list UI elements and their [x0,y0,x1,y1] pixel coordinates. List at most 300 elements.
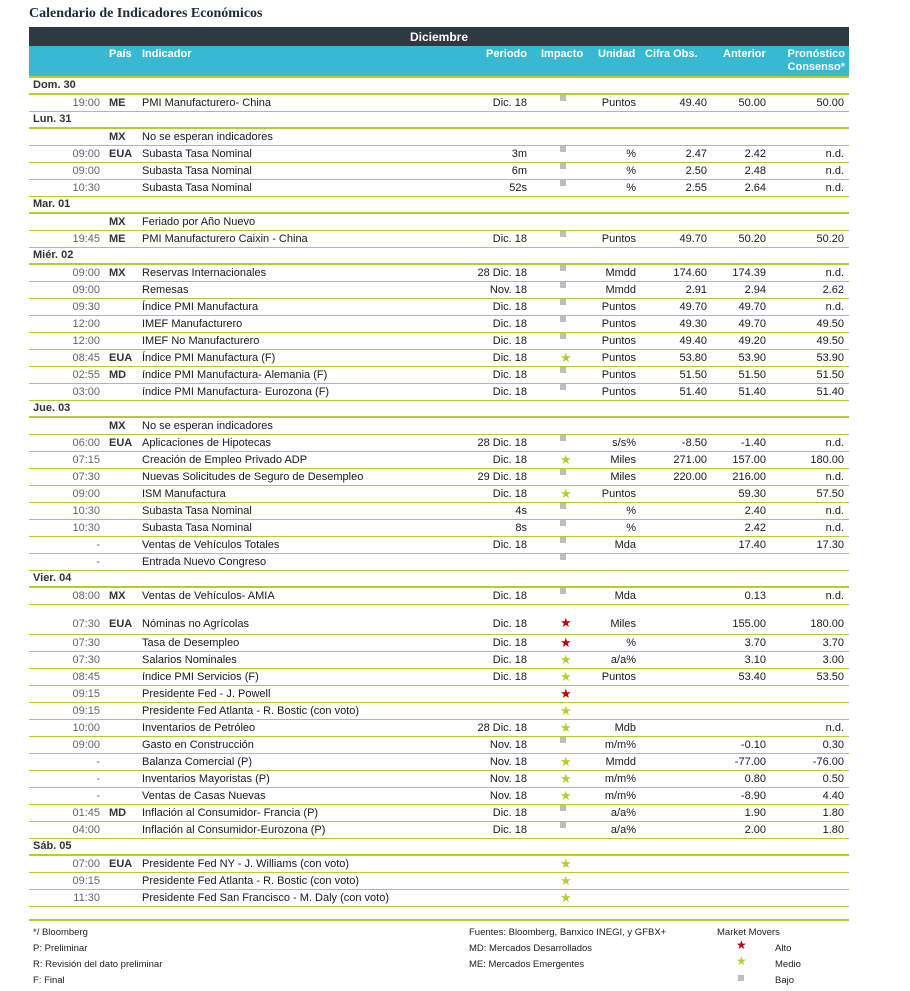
cell-pronostico: n.d. [825,522,844,534]
cell-cifra: 53.80 [679,352,707,364]
day-header: Lun. 31 [29,112,849,129]
cell-time: 09:00 [72,165,100,177]
col-cifra: Cifra Obs. [645,48,698,60]
cell-pronostico: 2.62 [822,284,844,296]
cell-anterior: -77.00 [734,756,766,768]
cell-periodo: 28 Dic. 18 [477,267,527,279]
cell-cifra: 51.50 [679,369,707,381]
table-row [29,282,849,299]
col-periodo: Periodo [486,48,527,60]
cell-cifra: 2.91 [685,284,707,296]
col-anterior: Anterior [723,48,766,60]
cell-anterior: 53.40 [738,671,766,683]
cell-pronostico: 0.30 [822,739,844,751]
cell-pronostico: 50.00 [816,97,844,109]
cell-indicador: Nuevas Solicitudes de Seguro de Desempleo [142,471,364,483]
cell-unidad: a/a% [610,654,636,666]
cell-anterior: 49.70 [738,301,766,313]
cell-time: - [96,756,100,768]
cell-periodo: Dic. 18 [492,539,527,551]
cell-periodo: Dic. 18 [492,369,527,381]
cell-anterior: 51.40 [738,386,766,398]
legend-medio: Medio [775,959,801,970]
cell-time: 10:30 [72,182,100,194]
cell-indicador: Índice PMI Manufactura (F) [142,352,276,364]
cell-cifra: 51.40 [679,386,707,398]
cell-cifra: -8.50 [681,437,707,449]
cell-pronostico: 49.50 [816,335,844,347]
legend-star-yellow-icon: ★ [736,954,747,968]
table-header [29,46,849,78]
cell-unidad: a/a% [610,824,636,836]
cell-time: 10:30 [72,505,100,517]
cell-indicador: Presidente Fed San Francisco - M. Daly (con voto) [142,892,389,904]
cell-time: 08:45 [72,352,100,364]
cell-periodo: Nov. 18 [489,284,527,296]
cell-anterior: 3.70 [744,637,766,649]
footnote-md: MD: Mercados Desarrollados [469,943,593,954]
cell-pronostico: n.d. [825,471,844,483]
cell-time: 07:30 [72,637,100,649]
cell-cifra: 49.70 [679,301,707,313]
cell-unidad: % [626,165,636,177]
cell-unidad: Puntos [601,97,636,109]
cell-pronostico: n.d. [825,182,844,194]
cell-cifra: 49.30 [679,318,707,330]
cell-indicador: índice PMI Servicios (F) [142,671,259,683]
cell-periodo: Nov. 18 [489,739,527,751]
cell-anterior: 2.48 [744,165,766,177]
footnote-revision: R: Revisión del dato preliminar [33,959,163,970]
cell-pais: MX [109,131,126,143]
cell-time: 07:30 [72,471,100,483]
cell-cifra: 2.55 [685,182,707,194]
cell-pais: MX [109,420,126,432]
cell-pronostico: 180.00 [810,618,844,630]
cell-time: 07:30 [72,654,100,666]
table-row [29,469,849,486]
cell-indicador: Inflación al Consumidor- Francia (P) [142,807,319,819]
day-header: Jue. 03 [29,401,849,418]
table-row: 08:45 EUA Índice PMI Manufactura (F) Dic. 18 Puntos 53.80 53.90 53.90 ★ [29,350,849,367]
cell-periodo: Dic. 18 [492,352,527,364]
cell-unidad: % [626,522,636,534]
cell-unidad: Puntos [601,233,636,245]
table-row [29,822,849,839]
table-row: 07:30 EUA Nóminas no Agrícolas Dic. 18 Miles 155.00 180.00 ★ [29,615,849,635]
cell-anterior: -0.10 [740,739,766,751]
cell-anterior: 216.00 [732,471,766,483]
cell-unidad: m/m% [604,790,636,802]
cell-periodo: Dic. 18 [492,301,527,313]
cell-time: 01:45 [72,807,100,819]
table-row [29,129,849,146]
cell-unidad: a/a% [610,807,636,819]
table-row [29,214,849,231]
cell-time: 08:00 [72,590,100,602]
cell-anterior: 2.40 [744,505,766,517]
cell-anterior: 1.90 [744,807,766,819]
col-pronostico [769,48,845,74]
cell-pronostico: 57.50 [816,488,844,500]
cell-unidad: Puntos [601,488,636,500]
table-row [29,520,849,537]
col-pronostico-line2: Consenso* [787,61,845,73]
cell-unidad: Mmdd [605,756,636,768]
cell-pronostico: n.d. [825,165,844,177]
cell-unidad: Miles [610,618,636,630]
table-row [29,418,849,435]
cell-pronostico: n.d. [825,148,844,160]
cell-anterior: 59.30 [738,488,766,500]
footnote-preliminar: P: Preliminar [33,943,88,954]
cell-time: 11:30 [73,892,100,904]
cell-pais: EUA [109,352,133,364]
cell-indicador: Inventarios de Petróleo [142,722,256,734]
table-row: 09:00 ISM Manufactura Dic. 18 Puntos 59.30 57.50 ★ [29,486,849,503]
cell-pais: MD [109,807,127,819]
table-row [29,503,849,520]
cell-time: 12:00 [72,318,100,330]
cell-time: 07:15 [72,454,100,466]
cell-periodo: 29 Dic. 18 [477,471,527,483]
cell-pronostico: 4.40 [822,790,844,802]
legend-alto: Alto [775,943,792,954]
cell-anterior: 49.70 [738,318,766,330]
table-row: 08:45 índice PMI Servicios (F) Dic. 18 Puntos 53.40 53.50 ★ [29,669,849,686]
cell-indicador: No se esperan indicadores [142,420,273,432]
footnote-bloomberg: */ Bloomberg [33,927,88,938]
cell-time: 09:00 [72,284,100,296]
cell-periodo: Dic. 18 [492,97,527,109]
cell-unidad: % [626,182,636,194]
col-impacto: Impacto [541,48,584,60]
cell-indicador: Inflación al Consumidor-Eurozona (P) [142,824,326,836]
cell-unidad: m/m% [604,739,636,751]
cell-time: 09:00 [72,267,100,279]
cell-pais: MX [109,267,126,279]
cell-indicador: Reservas Internacionales [142,267,267,279]
cell-anterior: 17.40 [738,539,766,551]
cell-periodo: Dic. 18 [492,671,527,683]
cell-periodo: Dic. 18 [492,233,527,245]
cell-periodo: Dic. 18 [492,824,527,836]
cell-unidad: Miles [610,454,636,466]
cell-time: 10:00 [72,722,100,734]
cell-anterior: -8.90 [740,790,766,802]
cell-periodo: Dic. 18 [492,318,527,330]
cell-cifra: 2.50 [685,165,707,177]
cell-unidad: Puntos [601,369,636,381]
page-title: Calendario de Indicadores Económicos [29,6,263,21]
legend-star-red-icon: ★ [736,938,747,952]
cell-unidad: Mda [614,539,636,551]
table-row [29,180,849,197]
cell-indicador: PMI Manufacturero- China [142,97,271,109]
legend-title: Market Movers [717,927,780,938]
cell-periodo: Nov. 18 [489,756,527,768]
cell-cifra: 49.40 [679,335,707,347]
cell-indicador: Ventas de Casas Nuevas [142,790,266,802]
table-row: 11:30 Presidente Fed San Francisco - M. Daly (con voto) ★ [29,890,849,907]
cell-unidad: Mmdd [605,284,636,296]
cell-pronostico: n.d. [825,301,844,313]
cell-cifra: 49.70 [679,233,707,245]
table-row: 09:15 Presidente Fed - J. Powell ★ [29,686,849,703]
cell-periodo: 52s [509,182,527,194]
cell-periodo: 6m [511,165,527,177]
col-unidad: Unidad [598,48,636,60]
day-header: Mar. 01 [29,197,849,214]
cell-indicador: Ventas de Vehículos- AMIA [142,590,275,602]
cell-indicador: Subasta Tasa Nominal [142,148,252,160]
cell-pronostico: 51.50 [816,369,844,381]
table-row [29,384,849,401]
cell-periodo: Dic. 18 [492,654,527,666]
cell-cifra: 220.00 [673,471,707,483]
cell-pronostico: 17.30 [816,539,844,551]
table-row [29,367,849,384]
cell-indicador: IMEF Manufacturero [142,318,243,330]
cell-time: 06:00 [72,437,100,449]
cell-indicador: Presidente Fed NY - J. Williams (con voto) [142,858,350,870]
cell-anterior: 49.20 [738,335,766,347]
cell-indicador: Presidente Fed Atlanta - R. Bostic (con voto) [142,705,360,717]
cell-pronostico: n.d. [825,267,844,279]
cell-time: 07:30 [72,618,100,630]
cell-unidad: Mda [614,590,636,602]
cell-periodo: 28 Dic. 18 [477,722,527,734]
cell-time: 19:00 [72,97,100,109]
table-row: 09:15 Presidente Fed Atlanta - R. Bostic (con voto) ★ [29,873,849,890]
cell-indicador: índice PMI Manufactura- Eurozona (F) [142,386,330,398]
cell-indicador: Subasta Tasa Nominal [142,165,252,177]
cell-pais: MX [109,590,126,602]
cell-unidad: Mmdd [605,267,636,279]
cell-indicador: IMEF No Manufacturero [142,335,260,347]
cell-pronostico: 3.00 [822,654,844,666]
cell-time: 19:45 [72,233,100,245]
cell-periodo: Dic. 18 [492,386,527,398]
cell-pronostico: 0.50 [822,773,844,785]
cell-time: 09:15 [72,875,100,887]
legend-bajo: Bajo [775,975,795,986]
cell-anterior: 0.13 [744,590,766,602]
cell-unidad: s/s% [612,437,636,449]
cell-pais: ME [109,97,126,109]
cell-time: 10:30 [72,522,100,534]
cell-anterior: 2.94 [744,284,766,296]
cell-pronostico: n.d. [825,505,844,517]
cell-cifra: 49.40 [679,97,707,109]
cell-indicador: Tasa de Desempleo [142,637,240,649]
cell-unidad: Puntos [601,301,636,313]
cell-time: 03:00 [72,386,100,398]
table-row: - Ventas de Casas Nuevas Nov. 18 m/m% -8.90 4.40 ★ [29,788,849,805]
cell-time: 09:00 [72,148,100,160]
table-row [29,435,849,452]
cell-periodo: Nov. 18 [489,773,527,785]
cell-pronostico: 50.20 [816,233,844,245]
table-row: 07:30 Tasa de Desempleo Dic. 18 % 3.70 3.70 ★ [29,635,849,652]
cell-time: 08:45 [72,671,100,683]
cell-periodo: Dic. 18 [492,618,527,630]
table-row: 10:00 Inventarios de Petróleo 28 Dic. 18 Mdb n.d. ★ [29,720,849,737]
cell-indicador: Nóminas no Agrícolas [142,618,249,630]
cell-anterior: 2.64 [744,182,766,194]
table-row: 07:15 Creación de Empleo Privado ADP Dic. 18 Miles 271.00 157.00 180.00 ★ [29,452,849,469]
cell-anterior: 2.42 [744,522,766,534]
table-row [29,163,849,180]
col-pronostico-line1: Pronóstico [787,48,845,60]
cell-periodo: 4s [515,505,527,517]
table-row [29,737,849,754]
table-bottom-rule [29,919,849,921]
legend-square-icon [738,973,744,984]
cell-unidad: % [626,637,636,649]
footnote-final: F: Final [33,975,65,986]
cell-indicador: Salarios Nominales [142,654,237,666]
cell-pronostico: 53.50 [816,671,844,683]
indicators-table [29,27,849,907]
table-row: 09:15 Presidente Fed Atlanta - R. Bostic (con voto) ★ [29,703,849,720]
month-header: Diciembre [29,27,849,46]
table-row [29,316,849,333]
footnote-fuentes: Fuentes: Bloomberg, Banxico INEGI, y GFBX+ [469,927,667,938]
cell-time: 09:15 [72,688,100,700]
cell-pronostico: n.d. [825,722,844,734]
footnote-me: ME: Mercados Emergentes [469,959,585,970]
cell-indicador: ISM Manufactura [142,488,226,500]
cell-pronostico: 1.80 [822,824,844,836]
cell-indicador: Subasta Tasa Nominal [142,505,252,517]
cell-periodo: Nov. 18 [489,790,527,802]
cell-unidad: Puntos [601,318,636,330]
table-row [29,554,849,571]
cell-indicador: Entrada Nuevo Congreso [142,556,267,568]
cell-pais: ME [109,233,126,245]
cell-periodo: Dic. 18 [492,488,527,500]
cell-periodo: Dic. 18 [492,335,527,347]
cell-indicador: Índice PMI Manufactura [142,301,259,313]
day-header: Sáb. 05 [29,839,849,856]
day-header: Miér. 02 [29,248,849,265]
cell-unidad: Miles [610,471,636,483]
cell-unidad: % [626,148,636,160]
cell-pais: EUA [109,618,133,630]
cell-pronostico: -76.00 [812,756,844,768]
day-header: Vier. 04 [29,571,849,588]
cell-indicador: Balanza Comercial (P) [142,756,253,768]
cell-anterior: 155.00 [732,618,766,630]
cell-periodo: 8s [515,522,527,534]
cell-pronostico: 1.80 [822,807,844,819]
table-row [29,537,849,554]
cell-unidad: m/m% [604,773,636,785]
col-pais: País [109,48,132,60]
cell-time: 04:00 [72,824,100,836]
cell-indicador: Aplicaciones de Hipotecas [142,437,272,449]
cell-time: - [96,773,100,785]
cell-anterior: 2.42 [744,148,766,160]
cell-anterior: 174.39 [732,267,766,279]
cell-unidad: Mdb [614,722,636,734]
cell-anterior: 51.50 [738,369,766,381]
cell-indicador: No se esperan indicadores [142,131,273,143]
cell-indicador: Subasta Tasa Nominal [142,182,252,194]
cell-pais: EUA [109,437,133,449]
cell-time: 09:00 [72,739,100,751]
table-row [29,231,849,248]
cell-pronostico: 53.90 [816,352,844,364]
cell-time: 09:30 [72,301,100,313]
cell-pronostico: 49.50 [816,318,844,330]
cell-time: 09:15 [72,705,100,717]
cell-pais: MD [109,369,127,381]
cell-pronostico: 3.70 [822,637,844,649]
cell-indicador: Inventarios Mayoristas (P) [142,773,270,785]
cell-time: - [96,539,100,551]
cell-indicador: Feriado por Año Nuevo [142,216,256,228]
table-row: 07:30 Salarios Nominales Dic. 18 a/a% 3.10 3.00 ★ [29,652,849,669]
cell-unidad: Puntos [601,352,636,364]
cell-anterior: -1.40 [740,437,766,449]
cell-unidad: % [626,505,636,517]
cell-indicador: Ventas de Vehículos Totales [142,539,280,551]
cell-unidad: Puntos [601,671,636,683]
cell-indicador: Subasta Tasa Nominal [142,522,252,534]
cell-pais: EUA [109,148,133,160]
table-body [29,78,849,907]
cell-time: 07:00 [72,858,100,870]
cell-periodo: 28 Dic. 18 [477,437,527,449]
cell-pronostico: 51.40 [816,386,844,398]
cell-anterior: 50.20 [738,233,766,245]
table-row: 07:00 EUA Presidente Fed NY - J. Williams (con voto) ★ [29,856,849,873]
cell-pronostico: 180.00 [810,454,844,466]
table-row [29,333,849,350]
col-indicador: Indicador [142,48,192,60]
table-row [29,146,849,163]
cell-time: - [96,556,100,568]
cell-unidad: Puntos [601,335,636,347]
table-row [29,265,849,282]
cell-cifra: 271.00 [673,454,707,466]
cell-periodo: Dic. 18 [492,454,527,466]
cell-periodo: Dic. 18 [492,807,527,819]
cell-time: 12:00 [72,335,100,347]
table-row [29,299,849,316]
cell-time: 09:00 [72,488,100,500]
cell-anterior: 0.80 [744,773,766,785]
cell-time: - [96,790,100,802]
table-row: - Balanza Comercial (P) Nov. 18 Mmdd -77.00 -76.00 ★ [29,754,849,771]
cell-anterior: 157.00 [732,454,766,466]
cell-pronostico: n.d. [825,590,844,602]
cell-indicador: Presidente Fed Atlanta - R. Bostic (con voto) [142,875,360,887]
cell-indicador: Presidente Fed - J. Powell [142,688,271,700]
cell-indicador: índice PMI Manufactura- Alemania (F) [142,369,328,381]
cell-pais: MX [109,216,126,228]
cell-anterior: 3.10 [744,654,766,666]
table-row: - Inventarios Mayoristas (P) Nov. 18 m/m% 0.80 0.50 ★ [29,771,849,788]
cell-anterior: 53.90 [738,352,766,364]
cell-periodo: Dic. 18 [492,590,527,602]
cell-pais: EUA [109,858,133,870]
cell-time: 02:55 [72,369,100,381]
cell-indicador: PMI Manufacturero Caixin - China [142,233,308,245]
cell-anterior: 2.00 [744,824,766,836]
